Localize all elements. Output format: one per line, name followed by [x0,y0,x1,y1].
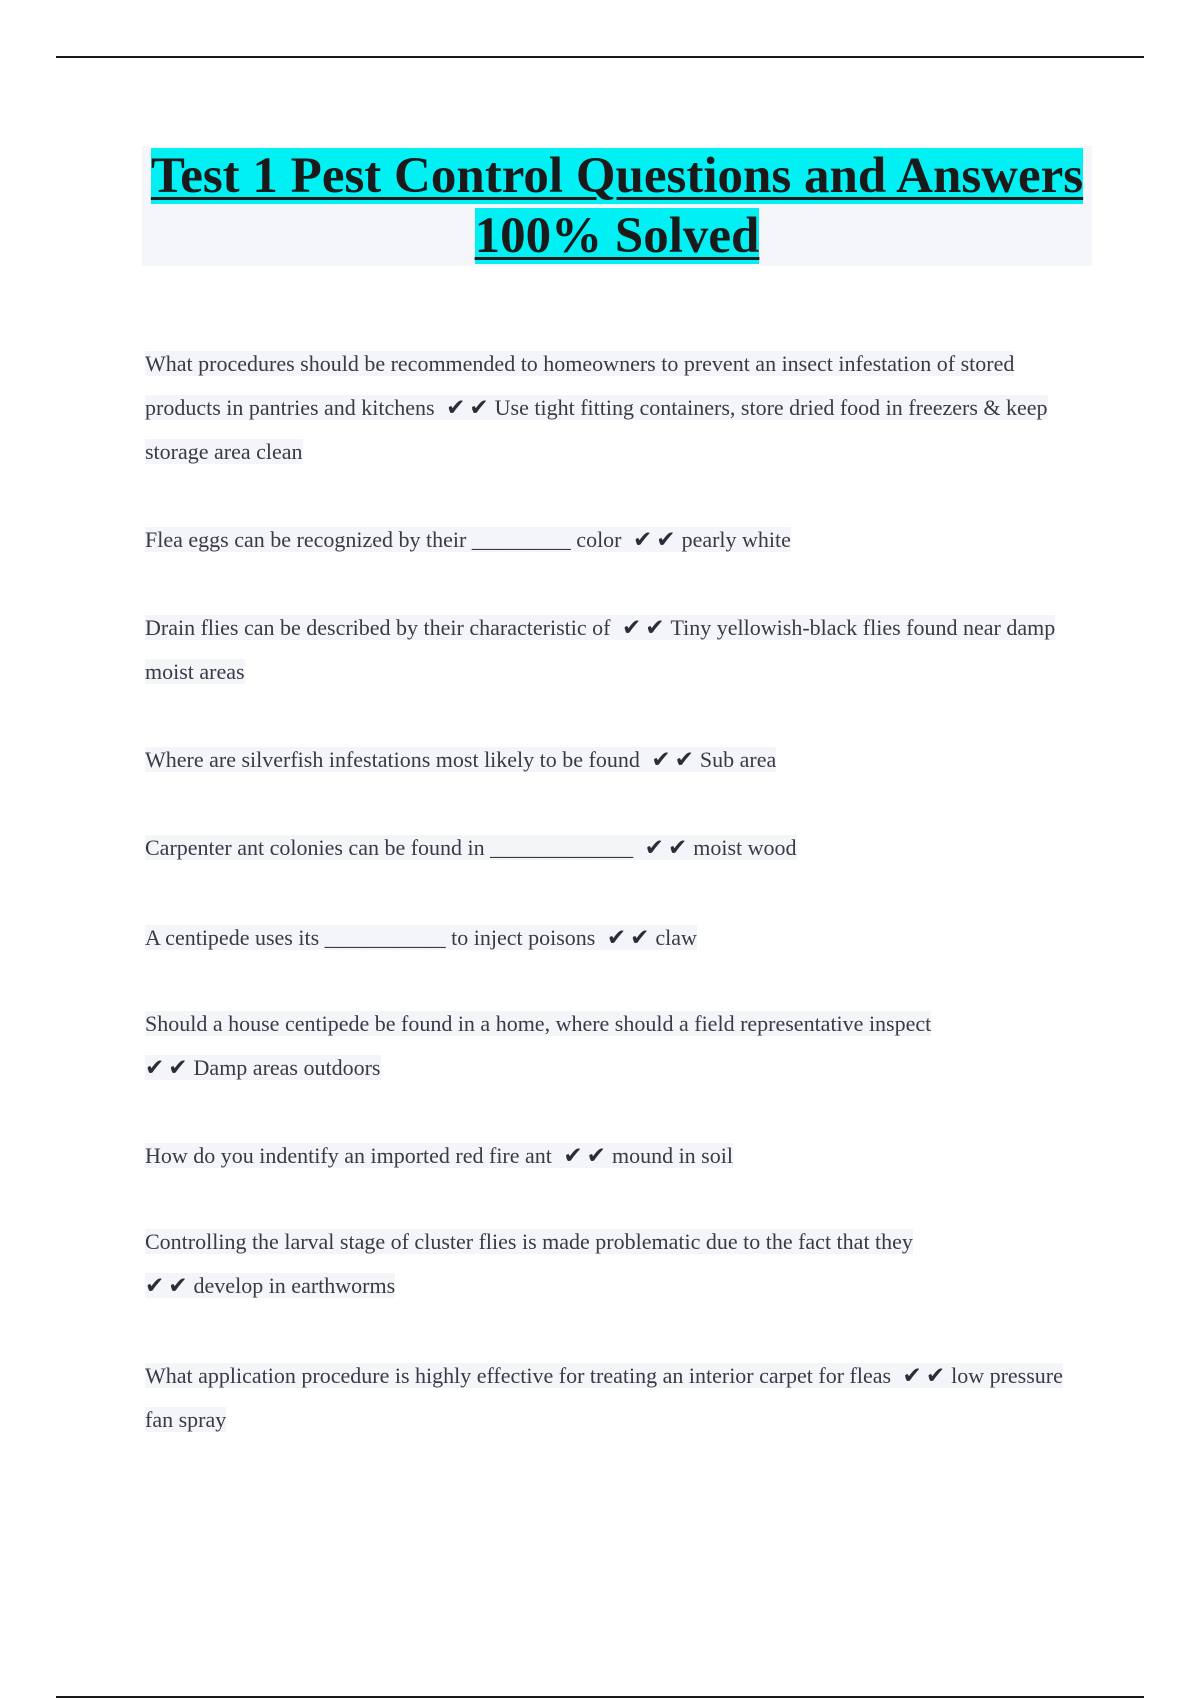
check-icon: ✔✔ [902,1363,950,1389]
question-text: What application procedure is highly effective for treating an interior carpet for fleas [145,1363,892,1388]
check-icon: ✔✔ [606,925,654,951]
check-icon: ✔✔ [644,835,692,861]
qa-item [145,1134,1085,1178]
question-text: Should a house centipede be found in a home, where should a field representative inspect [145,1011,932,1036]
check-icon: ✔✔ [446,395,493,421]
qa-item [145,518,1085,562]
answer-text: low pressure fan spray [145,1363,1063,1432]
answer-text: Tiny yellowish-black flies found near damp moist areas [145,615,1056,684]
qa-item [145,606,1085,694]
qa-item [145,1220,1085,1308]
answer-text: moist wood [693,835,797,860]
question-text: Where are silverfish infestations most likely to be found [145,747,640,772]
answer-text: claw [655,925,697,950]
qa-item [145,916,1085,960]
question-text: What procedures should be recommended to homeowners to prevent an insect infestation of stored products in pantries and kitchens [145,351,1015,420]
qa-item [145,1002,1085,1090]
footer-rule [56,1696,1144,1698]
answer-text: develop in earthworms [193,1273,396,1298]
question-text: Flea eggs can be recognized by their _________ color [145,527,622,552]
answer-text: Use tight fitting containers, store dried food in freezers & keep storage area clean [145,395,1048,464]
qa-item [145,342,1085,474]
title-block [142,146,1092,266]
check-icon: ✔✔ [563,1143,610,1169]
answer-text: mound in soil [611,1143,733,1168]
check-icon: ✔✔ [621,615,669,641]
page-title: Test 1 Pest Control Questions and Answers 100% Solved [150,148,1084,264]
question-text: How do you indentify an imported red fire ant [145,1143,552,1168]
question-text: Controlling the larval stage of cluster flies is made problematic due to the fact that they [145,1229,913,1254]
qa-list [145,342,1085,1442]
check-icon: ✔✔ [145,1273,192,1299]
check-icon: ✔✔ [651,747,698,773]
header-rule [56,56,1144,58]
answer-text: pearly white [681,527,791,552]
answer-text: Damp areas outdoors [193,1055,381,1080]
qa-item [145,1354,1085,1442]
question-text: A centipede uses its ___________ to inject poisons [145,925,596,950]
qa-item [145,738,1085,782]
question-text: Carpenter ant colonies can be found in _____________ [145,835,634,860]
check-icon: ✔✔ [145,1055,192,1081]
qa-item [145,826,1085,870]
answer-text: Sub area [699,747,777,772]
question-text: Drain flies can be described by their characteristic of [145,615,611,640]
check-icon: ✔✔ [633,527,680,553]
